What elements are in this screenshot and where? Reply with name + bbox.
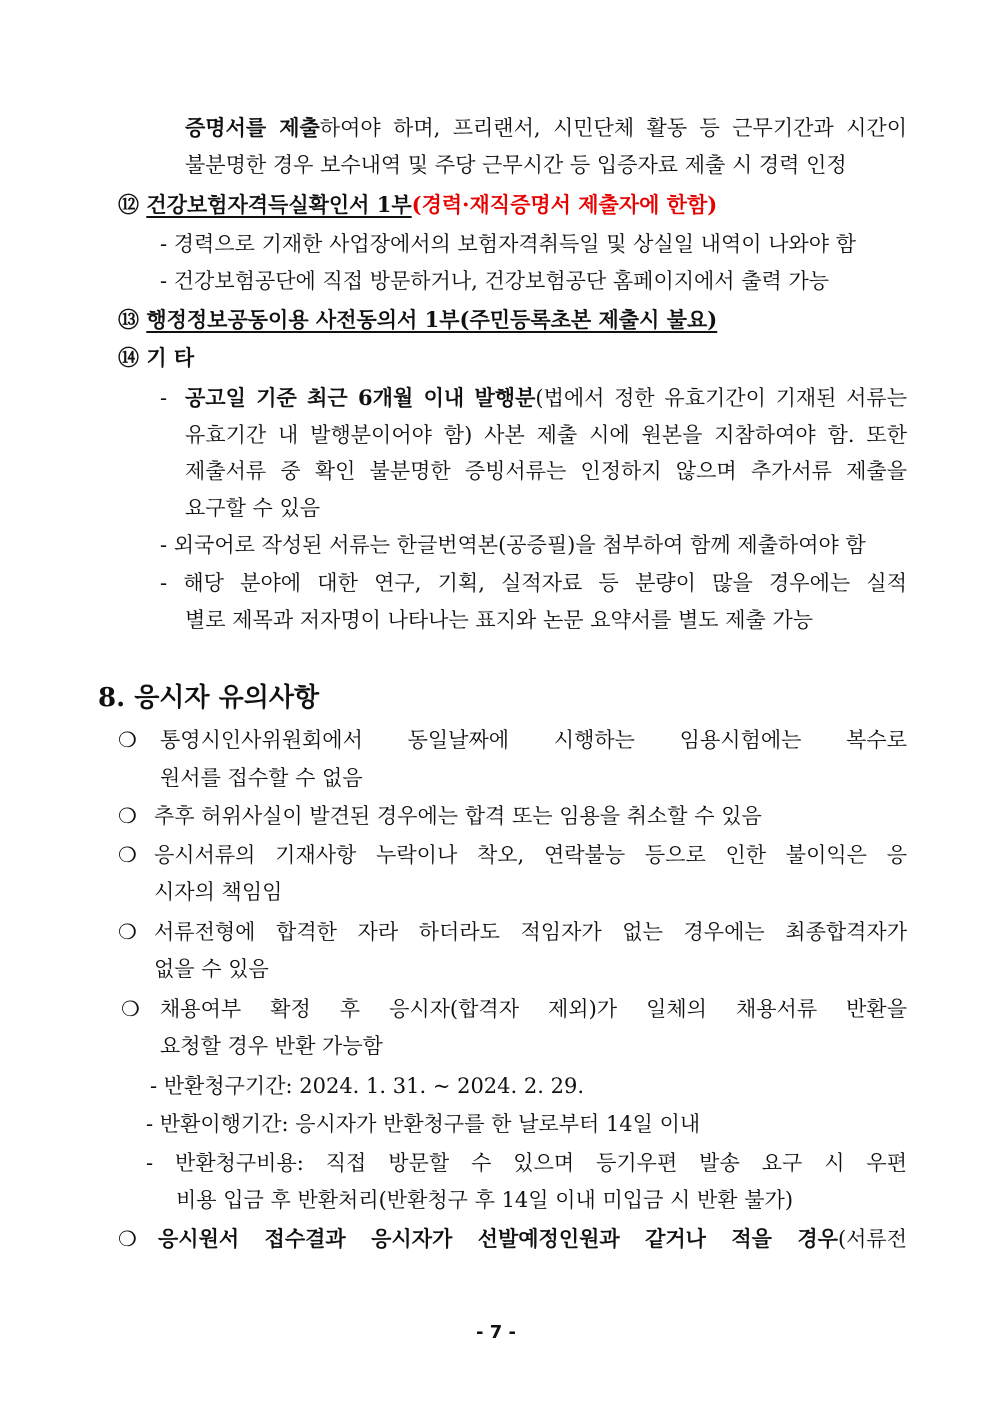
item14-b1-line2: 유효기간 내 발행분이어야 함) 사본 제출 시에 원본을 지참하여야 함. 또한	[185, 423, 907, 447]
page-number: - 7 -	[476, 1322, 516, 1343]
section8-bullet-icon-1: ❍	[118, 728, 137, 752]
item13-heading	[118, 305, 717, 335]
item11-cont-line1: 증명서를 제출하여야 하며, 프리랜서, 시민단체 활동 등 근무기간과 시간이	[185, 115, 907, 140]
item12-heading	[118, 190, 717, 220]
section8-p3-line2: 시자의 책임임	[154, 880, 283, 904]
item12-note: (경력·재직증명서 제출자에 한함)	[411, 192, 718, 217]
section8-d3-line1: - 반환청구비용: 직접 방문할 수 있으며 등기우편 발송 요구 시 우편	[146, 1151, 907, 1175]
section8-p6-line1: 응시원서 접수결과 응시자가 선발예정인원과 같거나 적을 경우(서류전	[158, 1226, 907, 1251]
item14-marker: ⑭	[118, 345, 139, 370]
section8-heading: 8. 응시자 유의사항	[98, 683, 320, 713]
item12-bullet-1: - 경력으로 기재한 사업장에서의 보험자격취득일 및 상실일 내역이 나와야 함	[160, 232, 857, 256]
section8-p5-line1: 채용여부 확정 후 응시자(합격자 제외)가 일체의 채용서류 반환을	[160, 997, 907, 1021]
item14-title: 기 타	[146, 345, 195, 370]
item14-b3-line1: - 해당 분야에 대한 연구, 기획, 실적자료 등 분량이 많을 경우에는 실적	[160, 571, 907, 595]
section8-bullet-icon-6: ❍	[118, 1227, 137, 1251]
item14-b1-line4: 요구할 수 있음	[185, 496, 321, 520]
item12-bullet-2: - 건강보험공단에 직접 방문하거나, 건강보험공단 홈페이지에서 출력 가능	[160, 269, 830, 293]
item14-b1-dash: -	[160, 386, 168, 410]
section8-p1-line2: 원서를 접수할 수 없음	[160, 766, 363, 790]
item12-marker: ⑫	[118, 192, 139, 217]
item13-title: 행정정보공동이용 사전동의서 1부(주민등록초본 제출시 불요)	[146, 307, 718, 332]
section8-bullet-icon-2: ❍	[118, 804, 137, 828]
item14-b2: - 외국어로 작성된 서류는 한글번역본(공증필)을 첨부하여 함께 제출하여야 함	[160, 533, 866, 557]
item14-b1-line3: 제출서류 중 확인 불분명한 증빙서류는 인정하지 않으며 추가서류 제출을	[185, 459, 907, 483]
section8-d1: - 반환청구기간: 2024. 1. 31. ~ 2024. 2. 29.	[150, 1074, 584, 1098]
item14-b3-line2: 별로 제목과 저자명이 나타나는 표지와 논문 요약서를 별도 제출 가능	[185, 608, 814, 632]
section8-p3-line1: 응시서류의 기재사항 누락이나 착오, 연락불능 등으로 인한 불이익은 응	[154, 843, 907, 867]
section8-p5-line2: 요청할 경우 반환 가능함	[160, 1034, 383, 1058]
section8-p4-line1: 서류전형에 합격한 자라 하더라도 적임자가 없는 경우에는 최종합격자가	[154, 920, 907, 944]
section8-p1-line1: 통영시인사위원회에서 동일날짜에 시행하는 임용시험에는 복수로	[160, 728, 907, 752]
section8-p4-line2: 없을 수 있음	[154, 957, 269, 981]
item14-b1-line1: 공고일 기준 최근 6개월 이내 발행분(법에서 정한 유효기간이 기재된 서류는	[185, 385, 907, 410]
item13-marker: ⑬	[118, 307, 139, 332]
item14-heading	[118, 343, 194, 373]
section8-bullet-icon-5: ❍	[121, 997, 140, 1021]
section8-bullet-icon-3: ❍	[118, 843, 137, 867]
item11-cont-line2: 불분명한 경우 보수내역 및 주당 근무시간 등 입증자료 제출 시 경력 인정	[185, 153, 847, 177]
section8-bullet-icon-4: ❍	[118, 920, 137, 944]
item12-title: 건강보험자격득실확인서 1부	[146, 192, 412, 217]
section8-p2: 추후 허위사실이 발견된 경우에는 합격 또는 임용을 취소할 수 있음	[154, 804, 762, 828]
section8-d3-line2: 비용 입금 후 반환처리(반환청구 후 14일 이내 미입금 시 반환 불가)	[176, 1188, 794, 1212]
section8-d2: - 반환이행기간: 응시자가 반환청구를 한 날로부터 14일 이내	[146, 1112, 701, 1136]
